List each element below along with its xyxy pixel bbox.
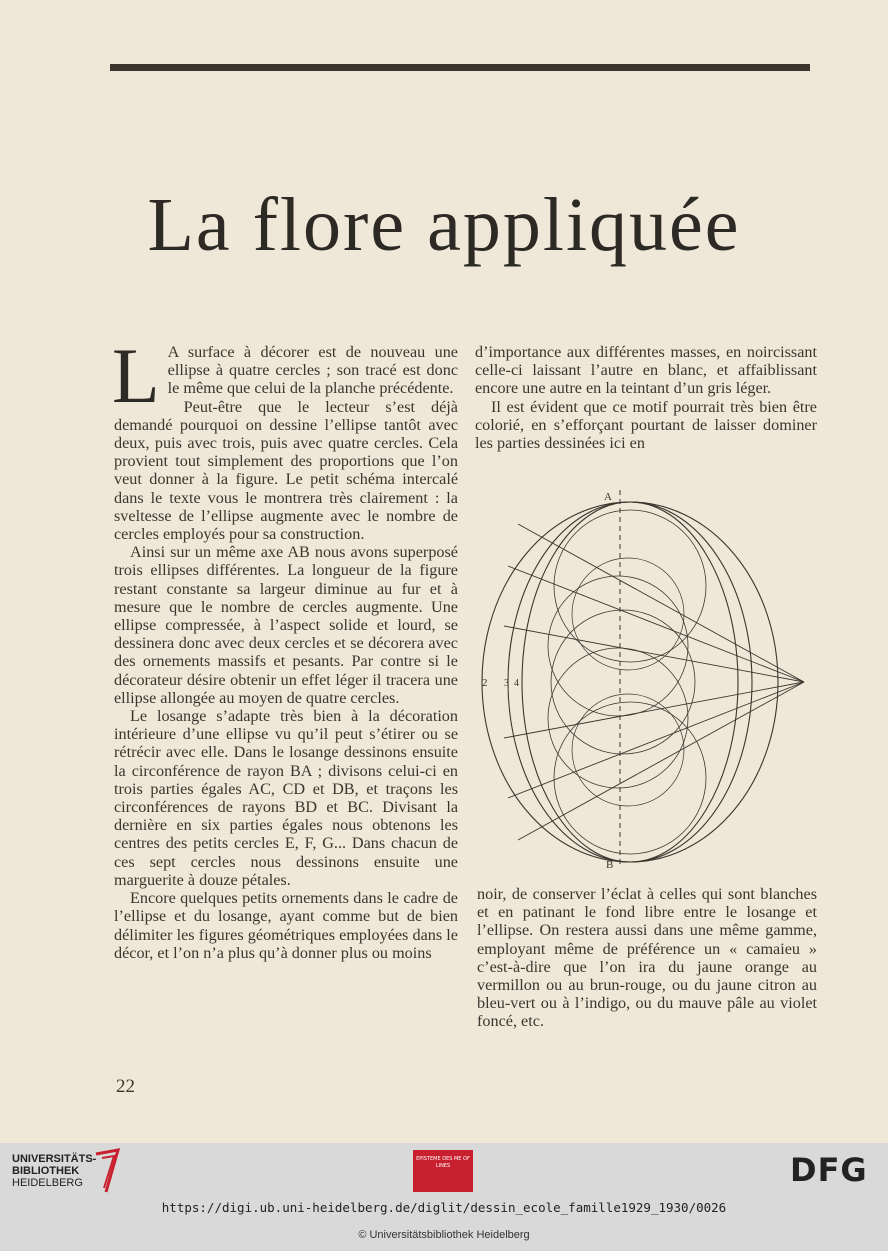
circle-center (551, 610, 695, 754)
page-number: 22 (116, 1076, 135, 1097)
ellipse-two-circles (482, 502, 778, 862)
label-b: B (606, 859, 614, 870)
ellipse-three-circles (508, 502, 752, 862)
ellipse-four-circles (522, 502, 738, 862)
diagonal-line (518, 682, 804, 840)
permalink-url[interactable]: https://digi.ub.uni-heidelberg.de/diglit/dessin_ecole_famille1929_1930/0026 (161, 1200, 727, 1215)
paragraph-1: L A surface à décorer est de nouveau une ellipse à quatre cercles ; son tracé est donc le même que celui de la planche précédente. (112, 332, 458, 419)
diagonal-line (508, 682, 804, 798)
right-column-top (475, 343, 817, 452)
circle-small-1 (572, 558, 684, 670)
dfg-logo[interactable]: DFG (790, 1151, 868, 1189)
paragraph-right-3: noir, de conserver l’éclat à celles qui sont blanches et en patinant le fond libre entre le losange et l’ellipse. On restera aussi dans une même gamme, employant même de préférence un « camaieu » c’est-à-dire que l’on ira du jaune orange au vermillon ou au brun-rouge, ou du jaune citron au bleu-vert ou à l’indigo, ou du mauve pâle au violet foncé, etc. (477, 885, 817, 1031)
paragraph-5: Encore quelques petits ornements dans le cadre de l’ellipse et du losange, ayant comme but de bien délimiter les figures géométriques employées dans le décor, et l’on n’a plus qu’à donner plus ou moins (114, 889, 458, 962)
label-2: 2 (482, 677, 488, 689)
diagonal-line (504, 682, 804, 738)
left-column (112, 332, 458, 962)
right-column-bottom (477, 885, 817, 1031)
header-rule (110, 64, 810, 71)
diagonal-line (508, 566, 804, 682)
paragraph-3: Ainsi sur un même axe AB nous avons superposé trois ellipses différentes. La longueur de la figure restant constante sa largeur diminue au fur et à mesure que le nombre de cercles augmente. Une ellipse compressée, à l’aspect solide et lourd, se dessinera donc avec deux cercles et se décorera avec des ornements massifs et pesants. Par contre si le décorateur désire obtenir un effet léger il tracera une ellipse allongée au moyen de quatre cercles. (114, 543, 458, 707)
label-a: A (604, 491, 612, 503)
paragraph-4: Le losange s’adapte très bien à la décoration intérieure d’une ellipse vu qu’il peut s’étirer ou se rétrécir avec elle. Dans le losange dessinons ensuite la circonférence de rayon BA ; divisons celui-ci en trois parties égales AC, CD et DB, et traçons les circonférences de rayons BD et BC. Divisant la dernière en six parties égales nous obtenons les centres des petits cercles E, F, G... Dans chacun de ces sept cercles nous dessinons ensuite une marguerite à douze pétales. (114, 707, 458, 889)
dropcap: L (112, 332, 160, 419)
paragraph-right-1: d’importance aux différentes masses, en noircissant celle-ci laissant l’autre en blanc, et affaiblissant encore une autre en la teintant d’un gris léger. (475, 343, 817, 398)
ub-emblem-icon (92, 1148, 124, 1194)
diagonal-line (518, 524, 804, 682)
center-logo[interactable]: EPISTEME DES ME OF LINES (413, 1150, 473, 1192)
ellipse-construction-figure (478, 486, 814, 870)
circle-small-2 (572, 694, 684, 806)
page-title: La flore appliquée (147, 183, 741, 267)
paragraph-right-2: Il est évident que ce motif pourrait très bien être colorié, en s’efforçant pourtant de laisser dominer les parties dessinées ici en (475, 397, 817, 453)
label-3: 3 (504, 678, 509, 689)
paragraph-2: Peut-être que le lecteur s’est déjà demandé pourquoi on dessine l’ellipse tantôt avec deux, puis avec trois, puis avec quatre cercles. Cela provient tout simplement des proportions que l’on veut donner à la figure. Le petit schéma intercalé dans le texte vous le montrera très clairement : la sveltesse de l’ellipse augmente avec le nombre de cercles employés pour sa construction. (114, 397, 458, 544)
copyright-text: © Universitätsbibliothek Heidelberg (358, 1229, 530, 1241)
ub-heidelberg-logo[interactable]: UNIVERSITÄTS- BIBLIOTHEK HEIDELBERG (12, 1153, 97, 1189)
diagonal-line (504, 626, 804, 682)
label-4: 4 (514, 678, 519, 689)
